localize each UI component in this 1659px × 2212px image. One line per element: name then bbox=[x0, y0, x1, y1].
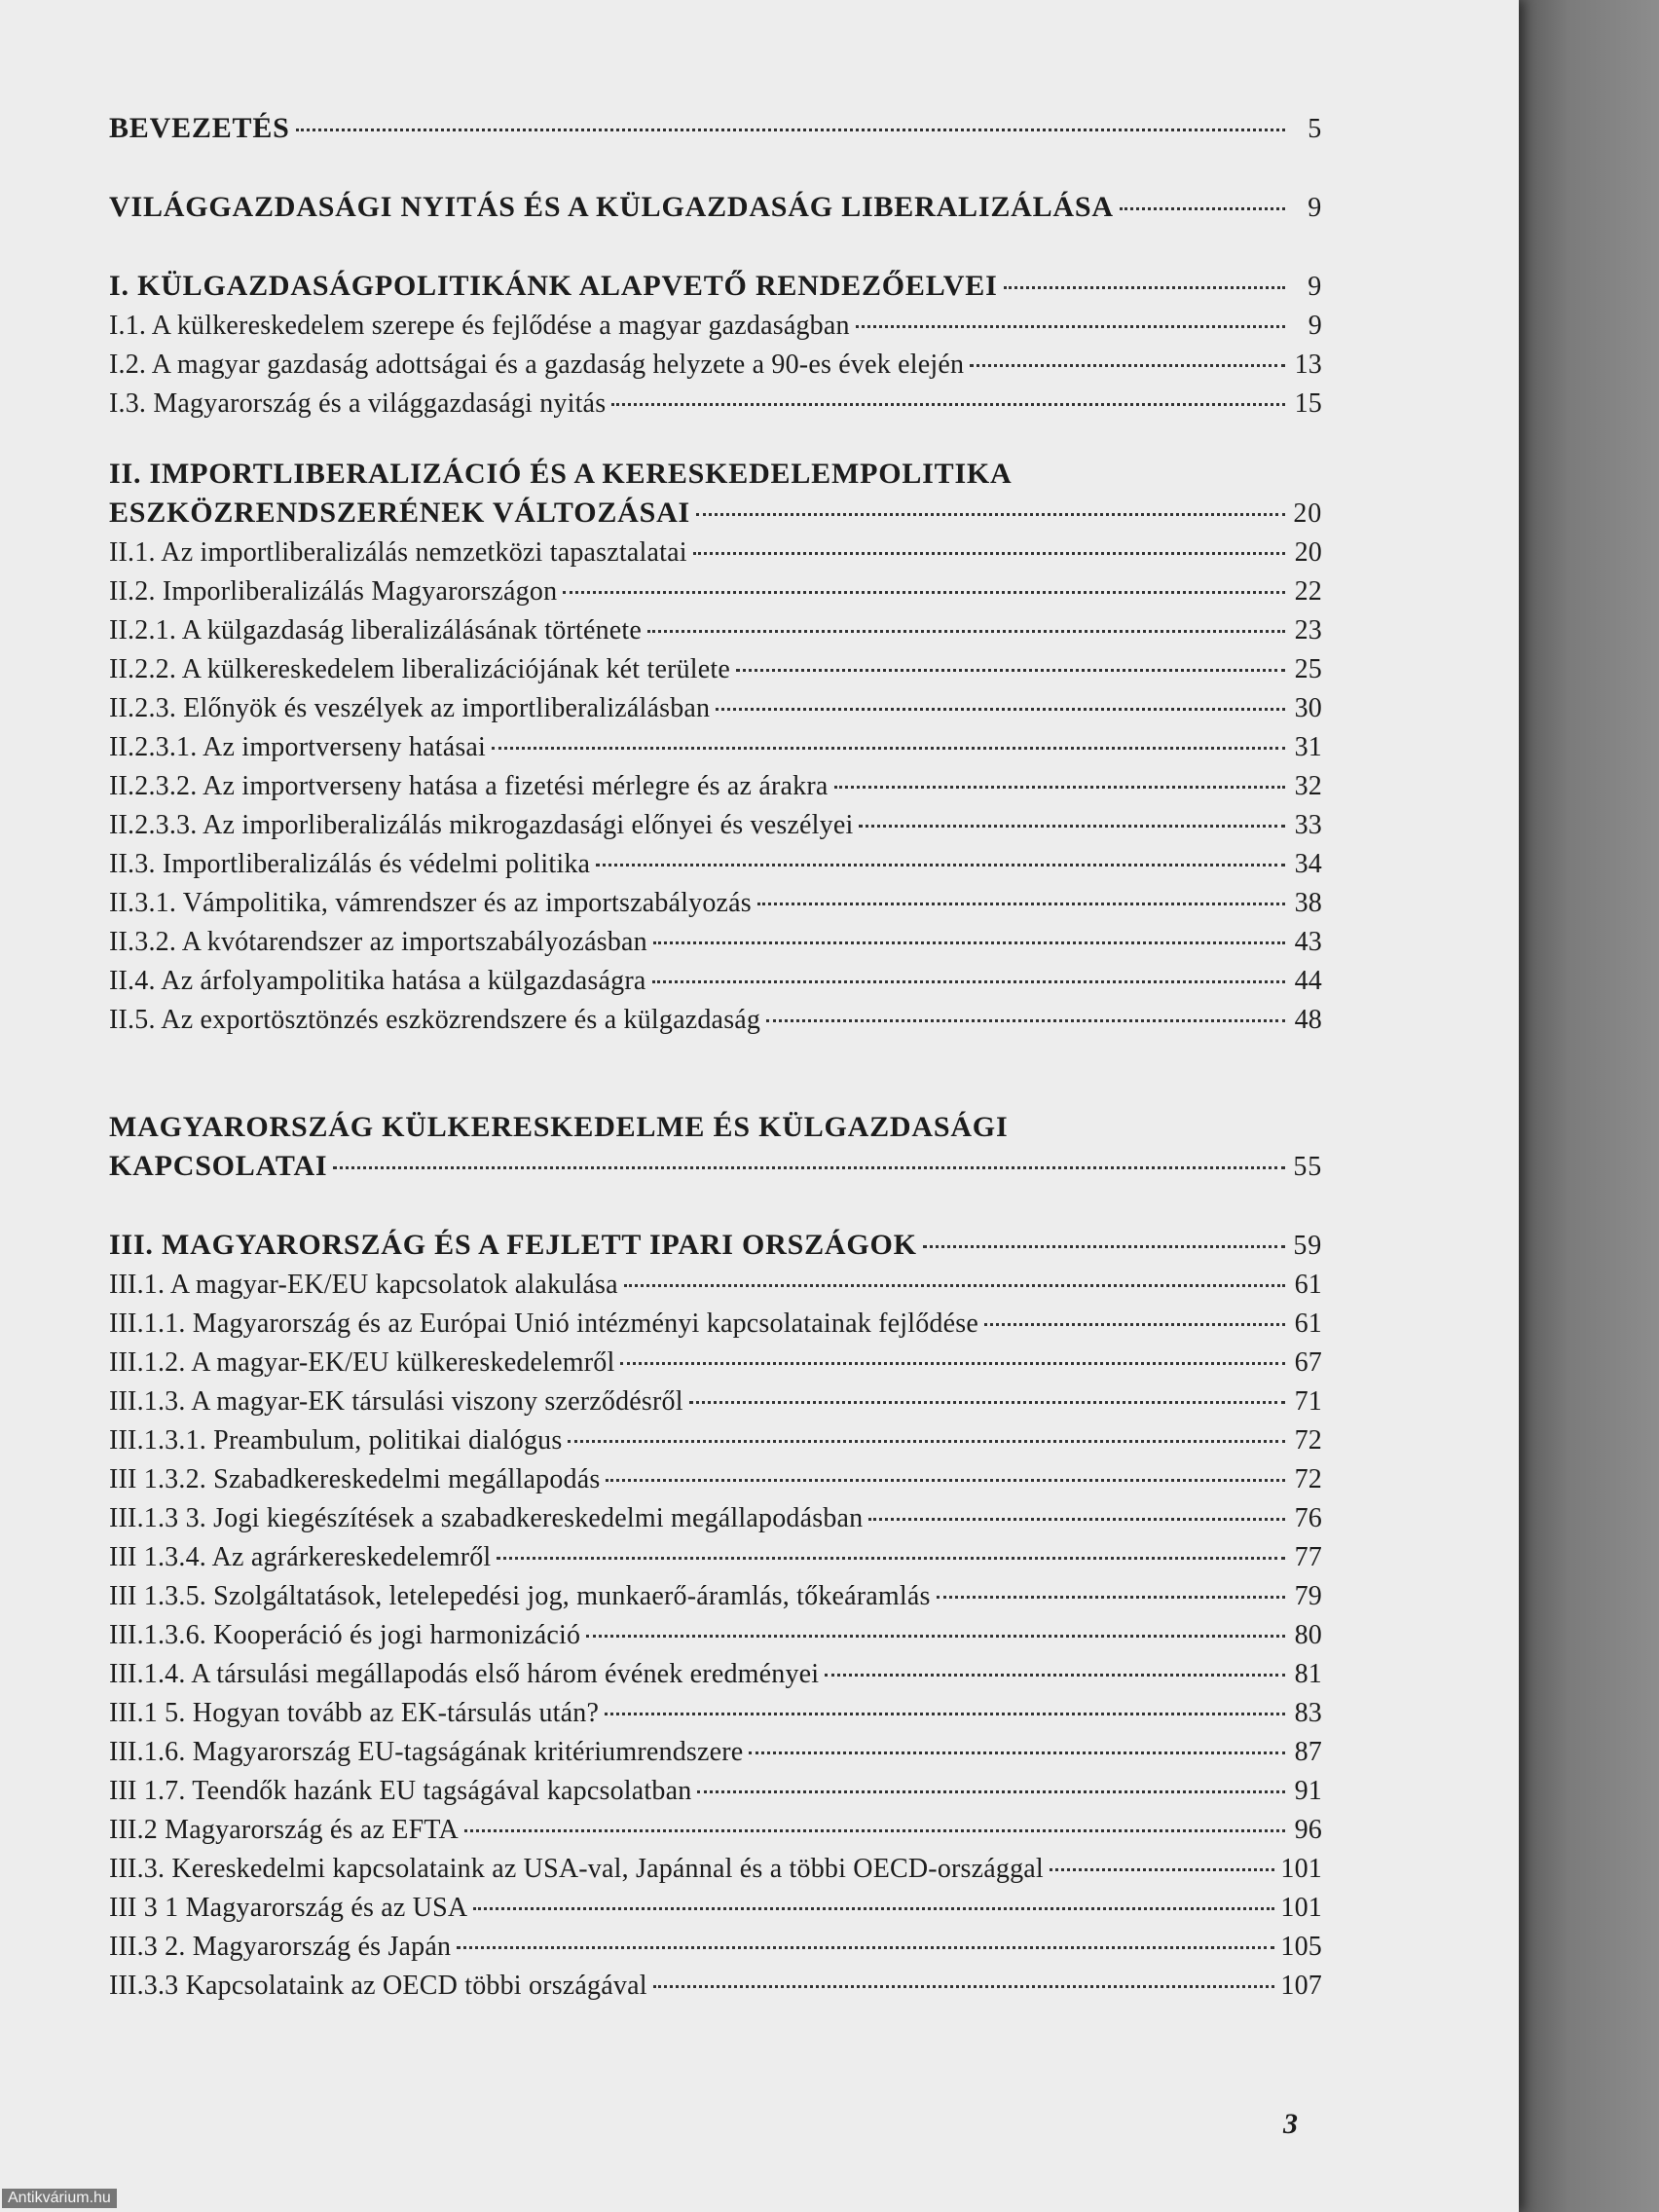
toc-label: III.1 5. Hogyan tovább az EK-társulás után? bbox=[109, 1698, 600, 1728]
leader-dots bbox=[586, 1635, 1285, 1638]
toc-entry bbox=[109, 962, 1322, 1001]
toc-label: III. MAGYARORSZÁG ÉS A FEJLETT IPARI ORSZÁGOK bbox=[109, 1229, 917, 1261]
toc-entry bbox=[109, 1733, 1322, 1772]
toc-label: III.1.1. Magyarország és az Európai Unió intézményi kapcsolatainak fejlődése bbox=[109, 1309, 978, 1339]
leader-dots bbox=[473, 1907, 1274, 1910]
toc-page-number: 38 bbox=[1294, 888, 1322, 918]
toc-page-number: 67 bbox=[1294, 1347, 1322, 1378]
toc-label: III 1.7. Teendők hazánk EU tagságával kapcsolatban bbox=[109, 1776, 692, 1806]
toc-page-number: 83 bbox=[1294, 1698, 1322, 1728]
toc-label: II.3. Importliberalizálás és védelmi politika bbox=[109, 849, 591, 879]
toc-label: I.3. Magyarország és a világgazdasági nyitás bbox=[109, 388, 607, 419]
leader-dots bbox=[697, 1790, 1285, 1793]
leader-dots bbox=[624, 1284, 1285, 1287]
toc-page-number: 81 bbox=[1294, 1659, 1322, 1689]
toc-label: II.1. Az importliberalizálás nemzetközi tapasztalatai bbox=[109, 537, 687, 568]
toc-label: II.3.1. Vámpolitika, vámrendszer és az importszabályozás bbox=[109, 888, 752, 918]
toc-page-number: 33 bbox=[1294, 810, 1322, 840]
leader-dots bbox=[923, 1245, 1285, 1248]
toc-page-number: 101 bbox=[1280, 1893, 1322, 1923]
toc-chapter-3-title bbox=[109, 1226, 1322, 1266]
page-number: 3 bbox=[1283, 2108, 1298, 2140]
toc-entry bbox=[109, 346, 1322, 385]
toc-entry bbox=[109, 1889, 1322, 1928]
toc-chapter-1-items bbox=[109, 307, 1322, 424]
toc-page-number: 79 bbox=[1294, 1581, 1322, 1611]
leader-dots bbox=[970, 364, 1285, 367]
toc-entry bbox=[109, 650, 1322, 689]
toc-page-number: 105 bbox=[1280, 1932, 1322, 1962]
leader-dots bbox=[563, 591, 1285, 594]
leader-dots bbox=[606, 1479, 1285, 1482]
toc-entry bbox=[109, 1538, 1322, 1577]
toc-page-number: 32 bbox=[1294, 771, 1322, 801]
toc-entry bbox=[109, 806, 1322, 845]
leader-dots bbox=[464, 1829, 1285, 1832]
toc-chapter-1-title bbox=[109, 267, 1322, 307]
leader-dots bbox=[652, 980, 1286, 983]
toc-label: ESZKÖZRENDSZERÉNEK VÁLTOZÁSAI bbox=[109, 497, 691, 529]
toc-page-number: 107 bbox=[1280, 1971, 1322, 2001]
leader-dots bbox=[653, 941, 1285, 944]
leader-dots bbox=[736, 669, 1285, 672]
leader-dots bbox=[825, 1674, 1285, 1677]
toc-page-number: 15 bbox=[1294, 388, 1322, 419]
toc-entry bbox=[109, 728, 1322, 767]
leader-dots bbox=[937, 1596, 1285, 1599]
leader-dots bbox=[749, 1751, 1285, 1754]
toc-label: I. KÜLGAZDASÁGPOLITIKÁNK ALAPVETŐ RENDEZŐELVEI bbox=[109, 270, 998, 302]
toc-label: III.1.3.1. Preambulum, politikai dialógus bbox=[109, 1425, 563, 1456]
leader-dots bbox=[497, 1557, 1285, 1560]
toc-label: III 1.3.5. Szolgáltatások, letelepedési jog, munkaerő-áramlás, tőkeáramlás bbox=[109, 1581, 931, 1611]
toc-entry bbox=[109, 1421, 1322, 1460]
toc-page-number: 71 bbox=[1294, 1386, 1322, 1417]
toc-label: III.1.2. A magyar-EK/EU külkereskedelemről bbox=[109, 1347, 615, 1378]
leader-dots bbox=[457, 1946, 1274, 1949]
toc-chapter-2-title-line2 bbox=[109, 494, 1322, 534]
toc-entry bbox=[109, 1382, 1322, 1421]
toc-page-number: 34 bbox=[1294, 849, 1322, 879]
leader-dots bbox=[653, 1985, 1275, 1988]
toc-label: III 3 1 Magyarország és az USA bbox=[109, 1893, 468, 1923]
toc-part-title-line2 bbox=[109, 1147, 1322, 1187]
toc-page-number: 30 bbox=[1294, 693, 1322, 723]
toc-page-number: 9 bbox=[1308, 272, 1322, 302]
toc-entry bbox=[109, 1001, 1322, 1040]
toc-entry bbox=[109, 1655, 1322, 1694]
toc-entry bbox=[109, 307, 1322, 346]
toc-page-number: 31 bbox=[1294, 732, 1322, 762]
toc-label: II.5. Az exportösztönzés eszközrendszere és a külgazdaság bbox=[109, 1005, 761, 1035]
toc-chapter-2-title-line1: II. IMPORTLIBERALIZÁCIÓ ÉS A KERESKEDELEMPOLITIKA bbox=[109, 458, 1013, 490]
toc-entry bbox=[109, 1772, 1322, 1811]
toc-label: III.3.3 Kapcsolataink az OECD többi országával bbox=[109, 1971, 647, 2001]
toc-entry bbox=[109, 845, 1322, 884]
leader-dots bbox=[766, 1019, 1285, 1022]
toc-chapter-3-items bbox=[109, 1266, 1322, 2006]
toc-label: III.1.3.6. Kooperáció és jogi harmonizáció bbox=[109, 1620, 581, 1650]
adjacent-page-edge bbox=[1519, 0, 1659, 2212]
toc-page-number: 20 bbox=[1293, 498, 1322, 529]
toc-entry bbox=[109, 1967, 1322, 2006]
toc-page-number: 72 bbox=[1294, 1464, 1322, 1494]
toc-label: II.2.2. A külkereskedelem liberalizációjának két területe bbox=[109, 654, 731, 684]
toc-entry bbox=[109, 1460, 1322, 1499]
toc-page-number: 55 bbox=[1293, 1152, 1322, 1182]
leader-dots bbox=[620, 1362, 1285, 1365]
leader-dots bbox=[1050, 1868, 1274, 1871]
toc-page-number: 20 bbox=[1294, 537, 1322, 568]
toc-label: III.2 Magyarország és az EFTA bbox=[109, 1815, 459, 1845]
toc-entry bbox=[109, 884, 1322, 923]
leader-dots bbox=[605, 1713, 1285, 1715]
toc-label: II.2.3. Előnyök és veszélyek az importliberalizálásban bbox=[109, 693, 711, 723]
leader-dots bbox=[757, 903, 1285, 905]
toc-page-number: 9 bbox=[1308, 311, 1322, 341]
toc-label: III.3 2. Magyarország és Japán bbox=[109, 1932, 452, 1962]
leader-dots bbox=[689, 1401, 1285, 1404]
toc-part-title-line1: MAGYARORSZÁG KÜLKERESKEDELME ÉS KÜLGAZDASÁGI bbox=[109, 1111, 1009, 1143]
leader-dots bbox=[1120, 207, 1285, 210]
leader-dots bbox=[834, 786, 1285, 789]
toc-label: KAPCSOLATAI bbox=[109, 1150, 328, 1182]
leader-dots bbox=[568, 1440, 1285, 1443]
toc-entry-vilaggazdasagi-nyitas bbox=[109, 188, 1322, 228]
toc-label: III.1.6. Magyarország EU-tagságának kritériumrendszere bbox=[109, 1737, 744, 1767]
toc-label: II.2.3.1. Az importverseny hatásai bbox=[109, 732, 487, 762]
toc-entry bbox=[109, 1344, 1322, 1382]
leader-dots bbox=[856, 325, 1285, 328]
leader-dots bbox=[492, 747, 1285, 750]
leader-dots bbox=[984, 1323, 1285, 1326]
toc-page-number: 59 bbox=[1293, 1231, 1322, 1261]
toc-page-number: 9 bbox=[1308, 193, 1322, 223]
toc-page-number: 87 bbox=[1294, 1737, 1322, 1767]
leader-dots bbox=[716, 708, 1285, 711]
toc-page-number: 44 bbox=[1294, 966, 1322, 996]
toc-entry bbox=[109, 1616, 1322, 1655]
toc-entry bbox=[109, 1266, 1322, 1305]
toc-entry bbox=[109, 534, 1322, 572]
toc-page-number: 76 bbox=[1294, 1503, 1322, 1533]
toc-entry bbox=[109, 1811, 1322, 1850]
toc-entry bbox=[109, 689, 1322, 728]
toc-page-number: 77 bbox=[1294, 1542, 1322, 1572]
leader-dots bbox=[611, 403, 1285, 406]
toc-entry bbox=[109, 572, 1322, 611]
toc-label: VILÁGGAZDASÁGI NYITÁS ÉS A KÜLGAZDASÁG LIBERALIZÁLÁSA bbox=[109, 191, 1114, 223]
toc-page-number: 80 bbox=[1294, 1620, 1322, 1650]
leader-dots bbox=[596, 864, 1285, 866]
leader-dots bbox=[859, 825, 1285, 828]
toc-label: III.3. Kereskedelmi kapcsolataink az USA-val, Japánnal és a többi OECD-országgal bbox=[109, 1854, 1044, 1884]
toc-label: III.1.4. A társulási megállapodás első három évének eredményei bbox=[109, 1659, 820, 1689]
toc-entry bbox=[109, 1305, 1322, 1344]
watermark: Antikvárium.hu bbox=[2, 2189, 117, 2208]
toc-page-number: 101 bbox=[1280, 1854, 1322, 1884]
toc-label: II.2.3.2. Az importverseny hatása a fizetési mérlegre és az árakra bbox=[109, 771, 829, 801]
toc-label: III 1.3.4. Az agrárkereskedelemről bbox=[109, 1542, 492, 1572]
toc-page-number: 61 bbox=[1294, 1270, 1322, 1300]
toc-entry bbox=[109, 611, 1322, 650]
toc-label: II.2. Imporliberalizálás Magyarországon bbox=[109, 576, 558, 607]
toc-label: III.1.3. A magyar-EK társulási viszony szerződésről bbox=[109, 1386, 683, 1417]
leader-dots bbox=[333, 1166, 1285, 1169]
leader-dots bbox=[1004, 286, 1285, 289]
leader-dots bbox=[647, 630, 1285, 633]
toc-page-number: 13 bbox=[1294, 350, 1322, 380]
toc-label: III 1.3.2. Szabadkereskedelmi megállapodás bbox=[109, 1464, 601, 1494]
toc-entry bbox=[109, 923, 1322, 962]
toc-label: II.2.3.3. Az imporliberalizálás mikrogazdasági előnyei és veszélyei bbox=[109, 810, 854, 840]
toc-entry bbox=[109, 1499, 1322, 1538]
toc-label: BEVEZETÉS bbox=[109, 112, 290, 144]
toc-page-number: 48 bbox=[1294, 1005, 1322, 1035]
leader-dots bbox=[696, 513, 1285, 516]
toc-page-number: 22 bbox=[1294, 576, 1322, 607]
toc-chapter-2-items bbox=[109, 534, 1322, 1040]
table-of-contents bbox=[109, 109, 1322, 2006]
toc-label: II.3.2. A kvótarendszer az importszabályozásban bbox=[109, 927, 647, 957]
toc-page-number: 23 bbox=[1294, 615, 1322, 645]
toc-entry-bevezetes bbox=[109, 109, 1322, 149]
toc-page-number: 5 bbox=[1308, 114, 1322, 144]
toc-page-number: 72 bbox=[1294, 1425, 1322, 1456]
toc-entry bbox=[109, 1694, 1322, 1733]
toc-label: II.4. Az árfolyampolitika hatása a külgazdaságra bbox=[109, 966, 646, 996]
toc-entry bbox=[109, 767, 1322, 806]
toc-page-number: 25 bbox=[1294, 654, 1322, 684]
toc-entry bbox=[109, 1850, 1322, 1889]
leader-dots bbox=[296, 129, 1285, 131]
toc-page-number: 43 bbox=[1294, 927, 1322, 957]
toc-label: II.2.1. A külgazdaság liberalizálásának története bbox=[109, 615, 643, 645]
toc-entry bbox=[109, 1577, 1322, 1616]
toc-label: III.1. A magyar-EK/EU kapcsolatok alakulása bbox=[109, 1270, 618, 1300]
toc-label: I.1. A külkereskedelem szerepe és fejlődése a magyar gazdaságban bbox=[109, 311, 850, 341]
toc-entry bbox=[109, 385, 1322, 424]
leader-dots bbox=[693, 552, 1285, 555]
toc-page-number: 96 bbox=[1294, 1815, 1322, 1845]
toc-entry bbox=[109, 1928, 1322, 1967]
toc-label: III.1.3 3. Jogi kiegészítések a szabadkereskedelmi megállapodásban bbox=[109, 1503, 864, 1533]
toc-page-number: 61 bbox=[1294, 1309, 1322, 1339]
leader-dots bbox=[868, 1518, 1285, 1521]
toc-label: I.2. A magyar gazdaság adottságai és a gazdaság helyzete a 90-es évek elején bbox=[109, 350, 965, 380]
toc-page-number: 91 bbox=[1294, 1776, 1322, 1806]
